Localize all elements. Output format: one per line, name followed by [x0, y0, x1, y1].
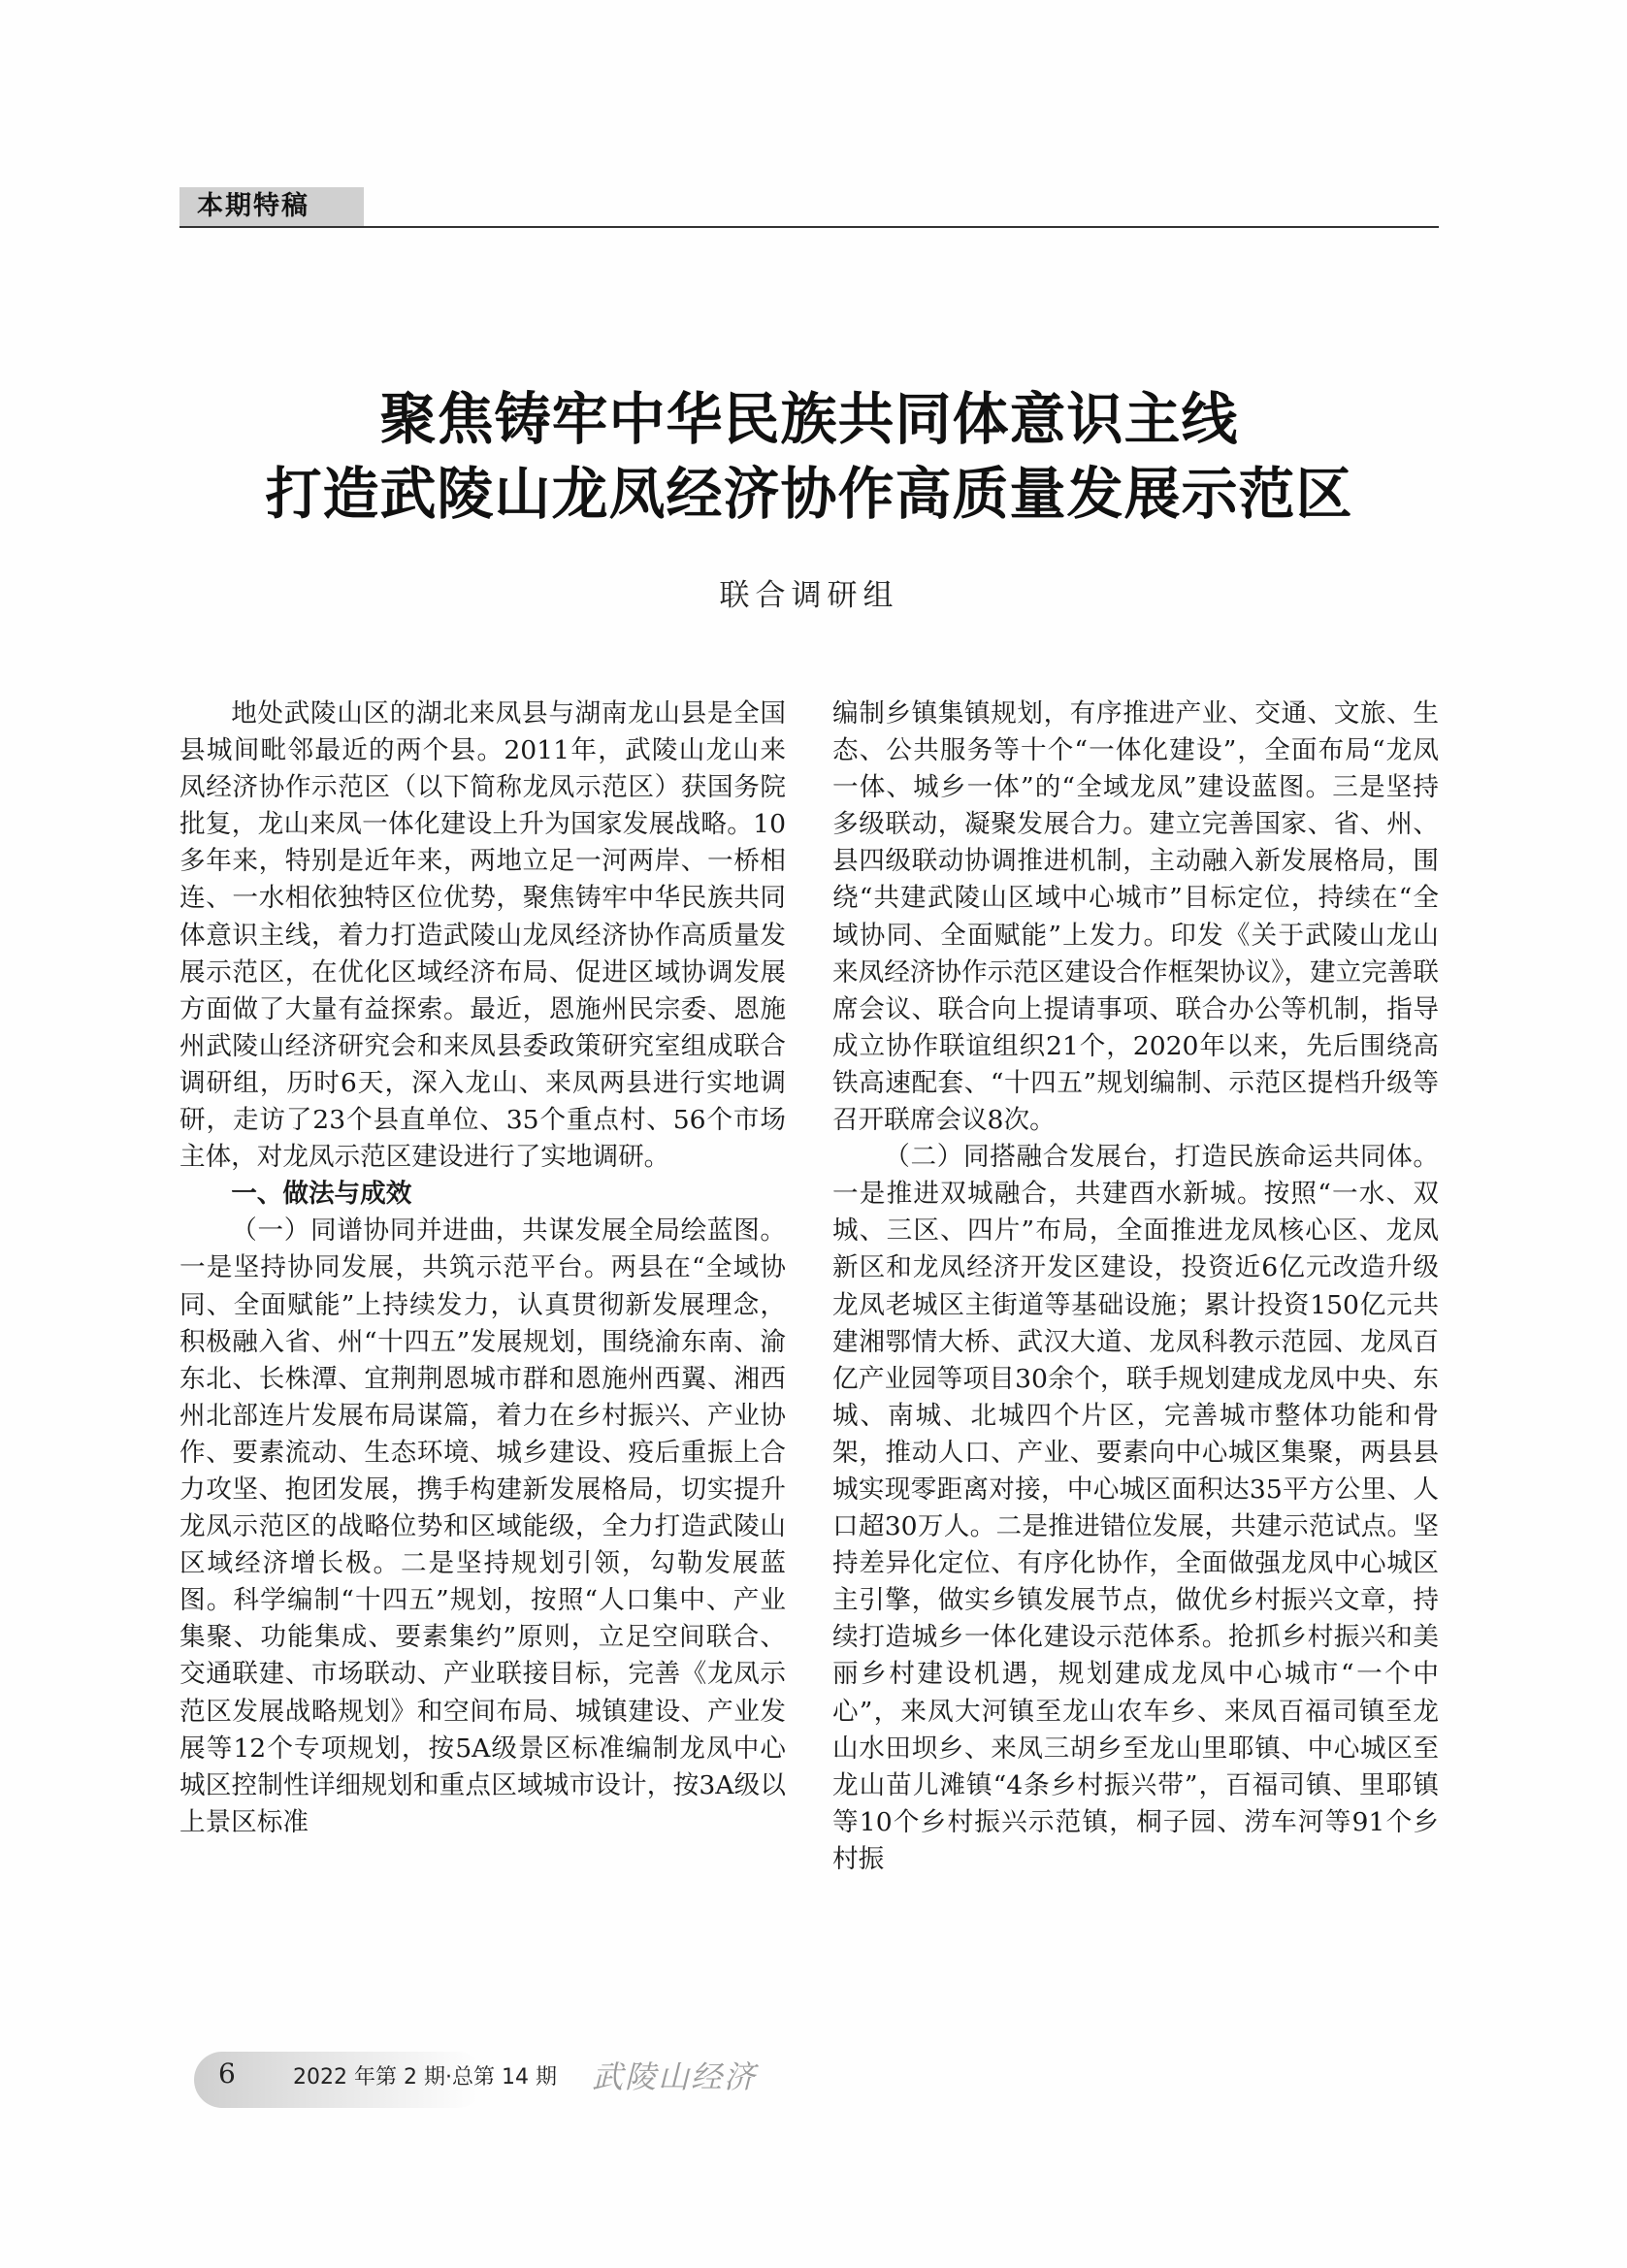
header-rule [179, 226, 1439, 228]
article-author: 联合调研组 [719, 578, 899, 613]
body-paragraph: 地处武陵山区的湖北来凤县与湖南龙山县是全国县城间毗邻最近的两个县。2011年，武陵山龙山来凤经济协作示范区（以下简称龙凤示范区）获国务院批复，龙山来凤一体化建设上升为国家发展战略。10多年来，特别是近年来，两地立足一河两岸、一桥相连、一水相依独特区位优势，聚焦铸牢中华民族共同体意识主线，着力打造武陵山龙凤经济协作高质量发展示范区，在优化区域经济布局、促进区域协调发展方面做了大量有益探索。最近，恩施州民宗委、恩施州武陵山经济研究会和来凤县委政策研究室组成联合调研组，历时6天，深入龙山、来凤两县进行实地调研，走访了23个县直单位、35个重点村、56个市场主体，对龙凤示范区建设进行了实地调研。 [179, 698, 786, 1173]
section-label: 本期特稿 [179, 187, 364, 226]
journal-name-calligraphy: 武陵山经济 [592, 2058, 758, 2095]
page-number: 6 [218, 2057, 236, 2090]
article-title-line-1: 聚焦铸牢中华民族共同体意识主线 [379, 386, 1239, 452]
section-heading: 一、做法与成效 [231, 1179, 412, 1210]
body-column-right [832, 696, 1439, 2088]
body-column-left [179, 696, 786, 2088]
article-title-line-2: 打造武陵山龙凤经济协作高质量发展示范区 [265, 461, 1353, 527]
issue-info: 2022 年第 2 期·总第 14 期 [293, 2065, 557, 2090]
body-paragraph-continued: 编制乡镇集镇规划，有序推进产业、交通、文旅、生态、公共服务等十个“一体化建设”，全面布局“龙凤一体、城乡一体”的“全域龙凤”建设蓝图。三是坚持多级联动，凝聚发展合力。建立完善国家、省、州、县四级联动协调推进机制，主动融入新发展格局，围绕“共建武陵山区域中心城市”目标定位，持续在“全域协同、全面赋能”上发力。印发《关于武陵山龙山来凤经济协作示范区建设合作框架协议》，建立完善联席会议、联合向上提请事项、联合办公等机制，指导成立协作联谊组织21个，2020年以来，先后围绕高铁高速配套、“十四五”规划编制、示范区提档升级等召开联席会议8次。 [832, 698, 1439, 1136]
body-paragraph: （二）同搭融合发展台，打造民族命运共同体。一是推进双城融合，共建酉水新城。按照“一水、双城、三区、四片”布局，全面推进龙凤核心区、龙凤新区和龙凤经济开发区建设，投资近6亿元改造升级龙凤老城区主街道等基础设施；累计投资150亿元共建湘鄂情大桥、武汉大道、龙凤科教示范园、龙凤百亿产业园等项目30余个，联手规划建成龙凤中央、东城、南城、北城四个片区，完善城市整体功能和骨架，推动人口、产业、要素向中心城区集聚，两县县城实现零距离对接，中心城区面积达35平方公里、人口超30万人。二是推进错位发展，共建示范试点。坚持差异化定位、有序化协作，全面做强龙凤中心城区主引擎，做实乡镇发展节点，做优乡村振兴文章，持续打造城乡一体化建设示范体系。抢抓乡村振兴和美丽乡村建设机遇，规划建成龙凤中心城市“一个中心”，来凤大河镇至龙山农车乡、来凤百福司镇至龙山水田坝乡、来凤三胡乡至龙山里耶镇、中心城区至龙山苗儿滩镇“4条乡村振兴带”，百福司镇、里耶镇等10个乡村振兴示范镇，桐子园、涝车河等91个乡村振 [832, 1142, 1439, 1874]
body-paragraph: （一）同谱协同并进曲，共谋发展全局绘蓝图。一是坚持协同发展，共筑示范平台。两县在“全域协同、全面赋能”上持续发力，认真贯彻新发展理念，积极融入省、州“十四五”发展规划，围绕渝东南、渝东北、长株潭、宜荆荆恩城市群和恩施州西翼、湘西州北部连片发展布局谋篇，着力在乡村振兴、产业协作、要素流动、生态环境、城乡建设、疫后重振上合力攻坚、抱团发展，携手构建新发展格局，切实提升龙凤示范区的战略位势和区域能级，全力打造武陵山区域经济增长极。二是坚持规划引领，勾勒发展蓝图。科学编制“十四五”规划，按照“人口集中、产业集聚、功能集成、要素集约”原则，立足空间联合、交通联建、市场联动、产业联接目标，完善《龙凤示范区发展战略规划》和空间布局、城镇建设、产业发展等12个专项规划，按5A级景区标准编制龙凤中心城区控制性详细规划和重点区域城市设计，按3A级以上景区标准 [179, 1215, 786, 1837]
